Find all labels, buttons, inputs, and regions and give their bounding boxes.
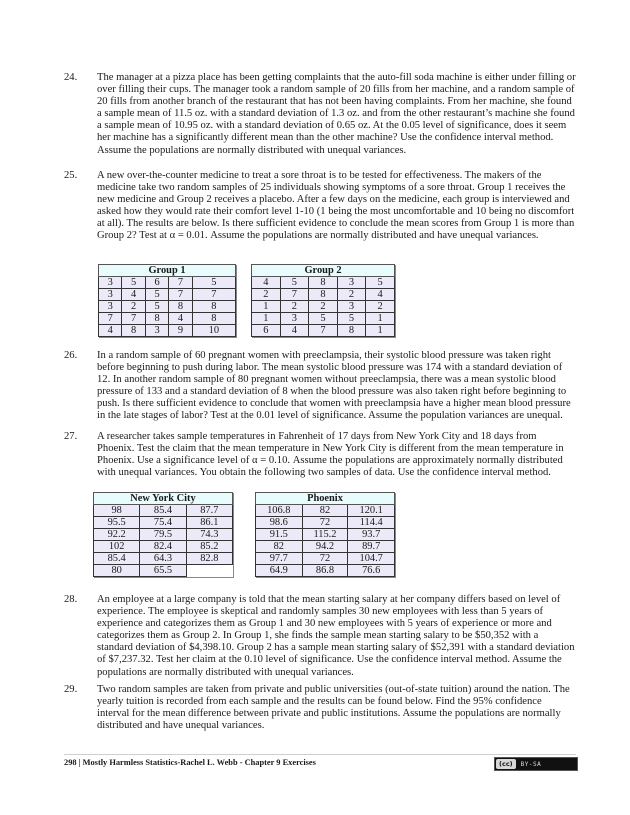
table-cell: 114.4 — [348, 517, 395, 529]
table-cell: 5 — [145, 289, 168, 301]
table-cell: 74.3 — [186, 529, 232, 541]
table-cell: 3 — [280, 313, 309, 325]
table-cell: 104.7 — [348, 553, 395, 565]
table-cell: 91.5 — [256, 529, 303, 541]
table-cell: 85.4 — [94, 553, 140, 565]
table-cell: 1 — [366, 313, 395, 325]
license-type: BY-SA — [520, 760, 542, 768]
table-row — [256, 553, 395, 565]
problem-text: An employee at a large company is told that the mean starting salary at her company differs based on level of experience. The employee is skeptical and randomly samples 30 new employees with less than 5 years of experience and categorizes them as Group 1 and 30 new employees with 5 years of experience or more and categorizes them as Group 2. In Group 1, she finds the sample mean starting salary to be $50,352 with a standard deviation of $4,398.10. Group 2 has a sample mean starting salary of $52,391 with a standard deviation of $7,237.32. Test her claim at the 0.10 level of significance. Use the confidence interval method. Assume the populations are normally distributed with unequal variances. — [97, 594, 575, 678]
footer-divider — [64, 754, 576, 755]
table-cell: 10 — [192, 325, 235, 337]
table-row — [256, 565, 395, 577]
cc-by-sa-license-badge[interactable] — [494, 757, 578, 771]
table-row — [99, 289, 236, 301]
table-cell: 98.6 — [256, 517, 303, 529]
table-cell: 85.2 — [186, 541, 232, 553]
table-cell: 106.8 — [256, 505, 303, 517]
table-cell: 4 — [280, 325, 309, 337]
problem-text: A new over-the-counter medicine to treat a sore throat is to be tested for effectiveness. The makers of the medicine take two random samples of 25 individuals showing symptoms of a sore throat. Group 1 receives the new medicine and Group 2 receives a placebo. After a few days on the medicine, each group is interviewed and asked how they would rate their comfort level 1-10 (1 being the most uncomfortable and 10 being no discomfort at all). The results are below. Is there sufficient evidence to conclude the mean scores from Group 1 is more than Group 2? Test at α = 0.01. Assume the populations are normally distributed and have unequal variances. — [97, 170, 575, 242]
problem-text: The manager at a pizza place has been getting complaints that the auto-fill soda machine is either under filling or over filling their cups. The manager took a random sample of 20 fills from her machine, and a random sample of 20 fills from another branch of the restaurant that has not been having complaints. From her machine, she found a sample mean of 11.5 oz. with a standard deviation of 1.3 oz. and from the other restaurant’s machine she found a sample mean of 10.95 oz. with a standard deviation of 0.65 oz. At the 0.05 level of significance, does it seem her machine has a significantly different mean than the other machine? Use the confidence interval method. Assume the populations are normally distributed with unequal variances. — [97, 72, 576, 156]
table-title: Group 1 — [99, 265, 236, 277]
table-row — [256, 505, 395, 517]
table-cell: 4 — [122, 289, 145, 301]
table-cell: 4 — [99, 325, 122, 337]
table-cell: 82.4 — [140, 541, 186, 553]
table-cell: 4 — [169, 313, 192, 325]
table-cell: 8 — [309, 289, 338, 301]
table-cell: 64.9 — [256, 565, 303, 577]
problem-number: 29. — [64, 684, 78, 695]
group2-table — [251, 264, 395, 337]
table-cell: 89.7 — [348, 541, 395, 553]
table-cell: 79.5 — [140, 529, 186, 541]
table-cell: 8 — [309, 277, 338, 289]
table-cell: 92.2 — [94, 529, 140, 541]
table-cell: 7 — [169, 277, 192, 289]
table-row — [99, 277, 236, 289]
table-cell: 65.5 — [140, 565, 186, 577]
table-row — [94, 529, 233, 541]
table-cell: 2 — [366, 301, 395, 313]
table-cell: 115.2 — [302, 529, 348, 541]
table-cell: 7 — [169, 289, 192, 301]
table-cell: 3 — [337, 277, 366, 289]
table-cell: 75.4 — [140, 517, 186, 529]
table-cell: 85.4 — [140, 505, 186, 517]
table-cell: 94.2 — [302, 541, 348, 553]
table-row — [94, 553, 233, 565]
table-cell: 8 — [169, 301, 192, 313]
table-cell: 8 — [337, 325, 366, 337]
problem-24 — [64, 72, 576, 157]
problem-29 — [64, 684, 576, 732]
table-row — [94, 505, 233, 517]
problem-number: 27. — [64, 431, 78, 442]
table-cell: 3 — [337, 301, 366, 313]
table-row — [99, 325, 236, 337]
table-title: New York City — [94, 493, 233, 505]
phoenix-table — [255, 492, 395, 577]
table-cell: 120.1 — [348, 505, 395, 517]
table-cell: 82 — [256, 541, 303, 553]
table-cell: 1 — [252, 313, 281, 325]
table-cell: 5 — [122, 277, 145, 289]
problem-27 — [64, 431, 576, 479]
table-cell: 82 — [302, 505, 348, 517]
table-row — [256, 517, 395, 529]
table-cell: 8 — [192, 313, 235, 325]
table-row — [252, 289, 395, 301]
problem-25 — [64, 170, 576, 243]
table-title: Phoenix — [256, 493, 395, 505]
table-cell: 98 — [94, 505, 140, 517]
table-cell: 5 — [280, 277, 309, 289]
problem-number: 25. — [64, 170, 78, 181]
table-row — [99, 313, 236, 325]
table-row — [252, 301, 395, 313]
table-cell: 5 — [145, 301, 168, 313]
table-row — [256, 541, 395, 553]
table-cell: 2 — [280, 301, 309, 313]
problem-number: 26. — [64, 350, 78, 361]
table-cell: 3 — [99, 277, 122, 289]
table-cell: 3 — [99, 289, 122, 301]
new-york-city-table — [93, 492, 233, 577]
problem-26 — [64, 350, 576, 423]
table-cell: 2 — [337, 289, 366, 301]
table-row — [94, 541, 233, 553]
table-title: Group 2 — [252, 265, 395, 277]
table-cell: 72 — [302, 553, 348, 565]
table-cell: 3 — [99, 301, 122, 313]
table-cell — [186, 565, 232, 577]
table-cell: 1 — [366, 325, 395, 337]
page-footer: 298 | Mostly Harmless Statistics-Rachel L. Webb - Chapter 9 Exercises — [64, 758, 316, 767]
table-cell: 5 — [366, 277, 395, 289]
table-cell: 8 — [192, 301, 235, 313]
table-cell: 4 — [252, 277, 281, 289]
table-cell: 80 — [94, 565, 140, 577]
table-cell: 6 — [145, 277, 168, 289]
table-cell: 102 — [94, 541, 140, 553]
table-cell: 7 — [122, 313, 145, 325]
problem-text: In a random sample of 60 pregnant women with preeclampsia, their systolic blood pressure was taken right before beginning to push during labor. The mean systolic blood pressure was 174 with a standard deviation of 12. In another random sample of 80 pregnant women without preeclampsia, there was a mean systolic blood pressure of 133 and a standard deviation of 8 when the blood pressure was also taken right before beginning to push. Is there sufficient evidence to conclude that women with preeclampsia have a higher mean blood pressure in the late stages of labor? Test at the 0.01 level of significance. Assume the population variances are unequal. — [97, 350, 571, 422]
table-cell: 7 — [309, 325, 338, 337]
table-row — [94, 517, 233, 529]
table-cell: 4 — [366, 289, 395, 301]
table-cell: 2 — [122, 301, 145, 313]
table-cell: 5 — [192, 277, 235, 289]
table-cell: 5 — [337, 313, 366, 325]
table-cell: 64.3 — [140, 553, 186, 565]
table-cell: 95.5 — [94, 517, 140, 529]
creative-commons-icon: (cc) — [496, 759, 516, 769]
table-row — [256, 529, 395, 541]
table-cell: 86.8 — [302, 565, 348, 577]
table-cell: 82.8 — [186, 553, 232, 565]
table-cell: 76.6 — [348, 565, 395, 577]
table-cell: 8 — [122, 325, 145, 337]
problem-number: 28. — [64, 594, 78, 605]
table-cell: 7 — [99, 313, 122, 325]
table-cell: 72 — [302, 517, 348, 529]
table-cell: 97.7 — [256, 553, 303, 565]
table-row — [252, 325, 395, 337]
table-cell: 87.7 — [186, 505, 232, 517]
table-row — [94, 565, 233, 577]
table-cell: 1 — [252, 301, 281, 313]
table-cell: 7 — [192, 289, 235, 301]
problem-28 — [64, 594, 576, 679]
problem-number: 24. — [64, 72, 78, 83]
table-cell: 93.7 — [348, 529, 395, 541]
table-cell: 86.1 — [186, 517, 232, 529]
table-cell: 2 — [252, 289, 281, 301]
problem-text: A researcher takes sample temperatures in Fahrenheit of 17 days from New York City and 18 days from Phoenix. Test the claim that the mean temperature in New York City is different from the mean temperature in Phoenix. Use a significance level of α = 0.10. Assume the populations are approximately normally distributed with unequal variances. You obtain the following two samples of data. Use the confidence interval method. — [97, 431, 564, 479]
table-row — [252, 313, 395, 325]
table-cell: 5 — [309, 313, 338, 325]
table-cell: 7 — [280, 289, 309, 301]
table-cell: 3 — [145, 325, 168, 337]
problem-text: Two random samples are taken from private and public universities (out-of-state tuition) around the nation. The yearly tuition is recorded from each sample and the results can be found below. Find the 95% confidence interval for the mean difference between private and public institutions. Assume the populations are normally distributed and have unequal variances. — [97, 684, 570, 732]
group1-table — [98, 264, 236, 337]
table-row — [252, 277, 395, 289]
table-row — [99, 301, 236, 313]
table-cell: 9 — [169, 325, 192, 337]
table-cell: 2 — [309, 301, 338, 313]
table-cell: 6 — [252, 325, 281, 337]
table-cell: 8 — [145, 313, 168, 325]
